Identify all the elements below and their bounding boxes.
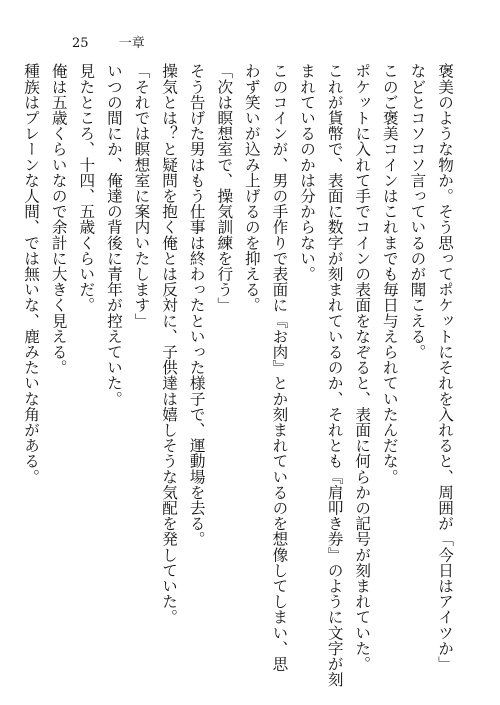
text-line: いつの間にか、俺達の背後に青年が控えていた。 — [104, 63, 123, 407]
vertical-text-body — [22, 63, 458, 687]
text-line: わず笑いが込み上げるのを抑える。 — [242, 63, 261, 313]
text-line: そう告げた男はもう仕事は終わったといった様子で、運動場を去る。 — [187, 63, 206, 547]
page-number: 25 — [72, 36, 89, 51]
text-line: 俺は五歳くらいなので余計に大きく見える。 — [49, 63, 68, 375]
text-line: 「それでは瞑想室に案内いたします」 — [132, 63, 151, 329]
running-header — [72, 32, 145, 51]
text-line: これが貨幣で、表面に数字が刻まれているのか、それとも『肩叩き券』のように文字が刻 — [325, 63, 344, 687]
text-line: 種族はプレーンな人間、では無いな、鹿みたいな角がある。 — [22, 63, 41, 485]
text-line: 「次は瞑想室で、操気訓練を行う」 — [215, 63, 234, 313]
text-line: ポケットに入れて手でコインの表面をなぞると、表面に何らかの記号が刻まれていた。 — [353, 63, 372, 672]
text-line: 操気とは？と疑問を抱く俺とは反対に、子供達は嬉しそうな気配を発していた。 — [160, 63, 179, 625]
text-line: 褒美のような物か。そう思ってポケットにそれを入れると、周囲が「今日はアイツか」 — [436, 63, 454, 672]
text-line: などとコソコソ言っているのが聞こえる。 — [408, 63, 427, 360]
text-line: まれているのかは分からない。 — [298, 63, 317, 282]
text-line: このご褒美コインはこれまでも毎日与えられていたんだな。 — [380, 63, 399, 485]
text-line: このコインが、男の手作りで表面に『お肉』とか刻まれているのを想像してしまい、思 — [270, 63, 289, 672]
text-line: 見たところ、十四、五歳くらいだ。 — [77, 63, 96, 313]
chapter-title: 一章 — [118, 36, 145, 51]
